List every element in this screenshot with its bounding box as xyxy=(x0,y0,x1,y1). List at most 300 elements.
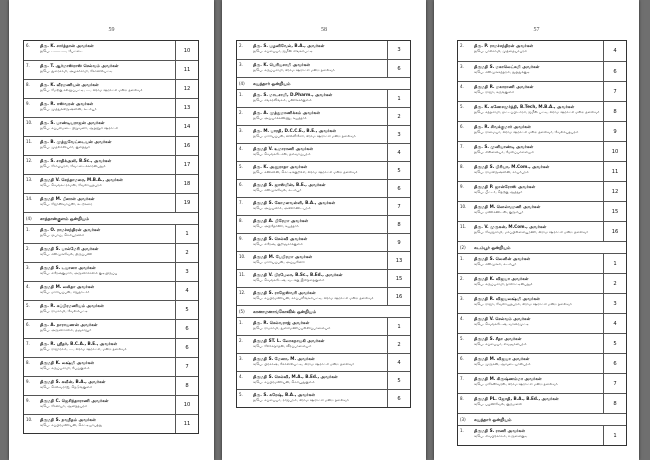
member-name: திரு. B. முத்துவேட்டையன் அவர்கள் xyxy=(40,139,112,144)
table-row xyxy=(24,60,198,79)
member-address: க/பெ. ராஜா, வேலாயுதபுரம், கிராம ஊராட்சி மன்ற தலைவர் xyxy=(474,301,572,306)
member-name: திருமதி S. சுவீன், B.A., அவர்கள் xyxy=(40,379,106,384)
member-name: திரு. A. நாராயணன் அவர்கள் xyxy=(40,322,98,327)
serial-number: 11. xyxy=(239,272,246,277)
ward-number: 6 xyxy=(387,60,410,77)
member-name: திருமதி PL. ஜோதி, B.A., B.Ed., அவர்கள் xyxy=(474,396,559,401)
table-row xyxy=(237,389,410,407)
section-heading xyxy=(24,212,198,224)
serial-number: 13. xyxy=(26,177,33,182)
document-page-58 xyxy=(222,0,426,460)
ward-number: 1 xyxy=(603,254,626,273)
member-details xyxy=(251,198,387,215)
serial-number: 8. xyxy=(460,164,464,169)
ward-number: 7 xyxy=(387,198,410,215)
table-row xyxy=(458,141,626,161)
ward-number: 11 xyxy=(603,162,626,181)
member-name: திருமதி K. லக்ஷ்மி அவர்கள் xyxy=(40,360,95,365)
table-row xyxy=(237,215,410,233)
member-address: க/பெ. மாரியப்பன், சிறுநாடார் xyxy=(40,289,90,294)
member-name: திரு. K. வீரமணியன் அவர்கள் xyxy=(40,82,99,87)
member-address: க/பெ. சண்முகவேல், திருப்பணி xyxy=(40,251,93,256)
member-details xyxy=(472,274,603,293)
member-address: க/பெ. சண்முகம், கடம்பூர் xyxy=(474,261,517,266)
member-name: திருமதி M. பேபிரமா அவர்கள் xyxy=(253,254,313,259)
member-address: க/பெ. அந்தோணி, கயத்தார் xyxy=(253,223,299,228)
member-address: க/பெ. அய்யனார், அகிலாண்டபுரம் xyxy=(253,205,311,210)
member-address: க/பெ. கருப்பசாமி, நாலாட்டின்புதூர் xyxy=(474,281,533,286)
member-details xyxy=(38,156,175,174)
ward-number: 16 xyxy=(175,137,198,155)
serial-number: 6. xyxy=(239,182,243,187)
member-address: த/பெ. முதலாளியார், குளத்தூர் xyxy=(40,144,91,149)
member-address: க/பெ. சேவியர், ஆனந்தபுரம் xyxy=(40,403,88,408)
serial-number: 7. xyxy=(239,200,243,205)
section-heading xyxy=(458,413,626,425)
table-row xyxy=(458,393,626,413)
member-details xyxy=(251,41,387,59)
member-name: திருமதி S. மகாலெட்சுமி அவர்கள் xyxy=(474,64,540,69)
ward-number: 13 xyxy=(175,99,198,117)
ward-number: 6 xyxy=(387,180,410,197)
member-address: க/பெ. பழனிவேல், குருமலை xyxy=(474,401,523,406)
serial-number: 3. xyxy=(239,62,243,67)
member-address: க/பெ. வெங்கடேஷ், வடக்கு இலந்தைகுளம் xyxy=(253,277,325,282)
member-details xyxy=(472,314,603,333)
member-name: திரு. R. செல்வராஜ் அவர்கள் xyxy=(253,320,310,325)
member-details xyxy=(472,102,603,121)
member-address: க/பெ. செல்வராஜ், நெடுங்குளம் xyxy=(40,384,93,389)
ward-number: 13 xyxy=(387,252,410,269)
member-name: திருமதி M. விஜயா அவர்கள் xyxy=(474,356,530,361)
section-title: கயத்தார் ஒன்றியம் xyxy=(474,417,512,423)
ward-number: 4 xyxy=(603,41,626,61)
member-name: திரு. V. முருகன், M.Com., அவர்கள் xyxy=(474,224,547,229)
member-name: திருமதி ST. L. லோகநாயகி அவர்கள் xyxy=(253,338,325,343)
table-row xyxy=(24,224,198,243)
serial-number: 10. xyxy=(239,254,246,259)
member-address: க/பெ. சுரேஷ்குமார், அருணாச்சலம் குடியிருப்பு xyxy=(40,270,118,275)
table-row xyxy=(458,61,626,81)
serial-number: 4. xyxy=(26,284,30,289)
member-name: திருமதி S. பிரியா, M.Com., அவர்கள் xyxy=(474,164,550,169)
member-details xyxy=(472,202,603,221)
member-details xyxy=(251,162,387,179)
serial-number: 4. xyxy=(239,146,243,151)
table-row xyxy=(24,136,198,155)
member-name: திருமதி S. செல்வி, M.A., B.Ed., அவர்கள் xyxy=(253,374,338,379)
member-details xyxy=(251,234,387,251)
member-name: திருமதி K. விஜயா அவர்கள் xyxy=(474,276,529,281)
serial-number: 6. xyxy=(460,356,464,361)
serial-number: 2. xyxy=(239,110,243,115)
member-address: க/பெ. முருகன், ஆவுடையாள்புரம் xyxy=(474,361,531,366)
page-number: 59 xyxy=(108,27,115,33)
member-address: த/பெ. சுப்பையா, ஜமீன் சிங்கம்பட்டி xyxy=(253,48,313,53)
member-address: த/பெ. கருப்பசாமி, கிராம ஊராட்சி மன்ற தலைவர் xyxy=(253,67,335,72)
member-table xyxy=(236,40,411,408)
serial-number: 10. xyxy=(26,417,33,422)
member-address: க/பெ. ராஜா, கருங்குளம் xyxy=(474,89,515,94)
member-name: திரு. S. சாதிக்அலி, B.Sc., அவர்கள் xyxy=(40,158,112,163)
table-row xyxy=(237,269,410,287)
ward-number: 2 xyxy=(387,336,410,353)
serial-number: 4. xyxy=(239,374,243,379)
serial-number: 3. xyxy=(239,128,243,133)
member-details xyxy=(251,90,387,107)
member-address: த/பெ. சோழபுரம், வேட்டைக்காரன்புதூர் xyxy=(40,163,106,168)
member-name: திரு. K. அனுராதா அவர்கள் xyxy=(253,164,308,169)
table-row xyxy=(24,338,198,357)
table-row xyxy=(458,101,626,121)
serial-number: 2. xyxy=(239,43,243,48)
member-address: க/பெ. மாரியப்பன், அய்யனேரி xyxy=(253,259,305,264)
member-details xyxy=(38,194,175,212)
ward-number: 4 xyxy=(175,282,198,300)
ward-number: 12 xyxy=(175,80,198,98)
member-details xyxy=(472,294,603,313)
ward-number: 1 xyxy=(603,426,626,445)
member-details xyxy=(38,137,175,155)
member-name: திருமதி M. ஸெல்வமணி அவர்கள் xyxy=(474,204,541,209)
serial-number: 7. xyxy=(26,63,30,68)
serial-number: 5. xyxy=(239,164,243,169)
member-address: த/பெ. அருணாசலம், தஞ்சாவூர் xyxy=(40,327,92,332)
ward-number: 3 xyxy=(387,41,410,59)
table-row xyxy=(237,161,410,179)
section-number: (2) xyxy=(460,245,466,250)
table-row xyxy=(458,333,626,353)
ward-number: 6 xyxy=(387,390,410,407)
serial-number: 2. xyxy=(460,43,464,48)
member-name: திருமதி C. ஜெசிந்தாராணி அவர்கள் xyxy=(40,398,109,403)
ward-number: 5 xyxy=(175,301,198,319)
member-details xyxy=(251,390,387,407)
member-details xyxy=(38,282,175,300)
ward-number: 11 xyxy=(175,61,198,79)
serial-number: 6. xyxy=(26,322,30,327)
ward-number: 8 xyxy=(603,394,626,413)
member-details xyxy=(38,415,175,433)
member-name: திரு. S. பாண்டியராஜன் அவர்கள் xyxy=(40,120,105,125)
member-name: திரு. R. சுப்பிரமணியம் அவர்கள் xyxy=(40,303,104,308)
serial-number: 5. xyxy=(460,104,464,109)
member-name: திருமதி S. கோமளவள்ளி, B.A., அவர்கள் xyxy=(253,200,336,205)
serial-number: 1. xyxy=(460,256,464,261)
member-address: க/பெ. பிரகாஷ், கோவில்பட்டி, கிராம ஊராட்சி மன்ற தலைவர் xyxy=(253,361,355,366)
table-row xyxy=(24,319,198,338)
table-row xyxy=(24,174,198,193)
member-name: திருமதி S. ராஜேஸ்வரி அவர்கள் xyxy=(253,290,316,295)
member-name: திருமதி V. உமாராணி அவர்கள் xyxy=(253,146,314,151)
document-page-57 xyxy=(434,0,639,460)
table-row xyxy=(237,59,410,77)
member-name: திரு. S. பழனிவேல், B.A., அவர்கள் xyxy=(253,43,325,48)
section-heading xyxy=(237,305,410,317)
member-name: திருமதி P. ஜான்ரோஸ் அவர்கள் xyxy=(474,184,536,189)
ward-number: 2 xyxy=(387,108,410,125)
member-address: க/பெ. பீட்டர், தெற்கு ஆத்தூர் xyxy=(474,189,523,194)
member-address: த/பெ. சின்னையா, மேலப்பாளையம் xyxy=(474,149,535,154)
member-details xyxy=(38,301,175,319)
member-address: க/பெ. சுப்பிரமணியன், செம்பூதுகுளம் xyxy=(253,379,315,384)
table-row xyxy=(458,161,626,181)
member-details xyxy=(251,318,387,335)
member-details xyxy=(38,80,175,98)
table-row xyxy=(24,281,198,300)
member-address: த/பெ. முத்துக்கிருஷ்ணன், கடம்பூர் xyxy=(40,106,97,111)
member-name: திரு. R. ஈஸ்வரன் அவர்கள் xyxy=(40,101,94,106)
ward-number: 18 xyxy=(175,175,198,193)
ward-number: 6 xyxy=(175,339,198,357)
section-title: கடம்பூர் ஒன்றியம் xyxy=(474,245,511,251)
member-details xyxy=(251,288,387,305)
table-row xyxy=(237,317,410,335)
serial-number: 12. xyxy=(239,290,246,295)
ward-number: 2 xyxy=(175,244,198,262)
serial-number: 7. xyxy=(460,376,464,381)
member-name: திருமதி R. மகாராணி அவர்கள் xyxy=(474,84,534,89)
member-name: திரு. K. பெரியசாமி அவர்கள் xyxy=(253,62,311,67)
member-details xyxy=(472,41,603,61)
table-row xyxy=(237,251,410,269)
table-row xyxy=(24,300,198,319)
member-details xyxy=(251,372,387,389)
serial-number: 9. xyxy=(26,398,30,403)
ward-number: 3 xyxy=(387,126,410,143)
member-details xyxy=(472,82,603,101)
serial-number: 8. xyxy=(26,360,30,365)
member-name: திருமதி S. பால்மேரி அவர்கள் xyxy=(40,246,99,251)
member-table xyxy=(457,40,627,446)
serial-number: 8. xyxy=(239,218,243,223)
ward-number: 3 xyxy=(603,294,626,313)
table-row xyxy=(458,373,626,393)
ward-number: 6 xyxy=(603,354,626,373)
member-address: க/பெ. மகேஸ்வரன், கிராம ஊராட்சி மன்ற தலைவர் xyxy=(474,381,558,386)
member-details xyxy=(38,339,175,357)
ward-number: 12 xyxy=(603,182,626,201)
serial-number: 8. xyxy=(460,396,464,401)
section-number: (4) xyxy=(26,216,32,221)
table-row xyxy=(458,121,626,141)
page-number: 58 xyxy=(321,27,327,33)
ward-number: 1 xyxy=(387,318,410,335)
member-address: த/பெ. கப்பலமடை நிறுவனர், ஆதனூர் ஊராட்சி xyxy=(40,125,119,130)
member-details xyxy=(38,244,175,262)
member-details xyxy=(472,162,603,181)
member-details xyxy=(472,122,603,141)
member-name: திரு. R. ஸ்ரீதர், B.C.A., B.E., அவர்கள் xyxy=(40,341,118,346)
table-row xyxy=(458,273,626,293)
member-details xyxy=(251,126,387,143)
serial-number: 2. xyxy=(460,276,464,281)
serial-number: 3. xyxy=(460,64,464,69)
ward-number: 5 xyxy=(603,334,626,353)
ward-number: 2 xyxy=(603,274,626,293)
member-name: திருமதி M. கிருஷ்ணம்மா அவர்கள் xyxy=(474,376,542,381)
ward-number: 14 xyxy=(175,118,198,136)
table-row xyxy=(458,181,626,201)
member-name: திரு. K. கணேசமூர்த்தி, B.Tech, M.B.A., அவர்கள் xyxy=(474,104,575,109)
document-page-59 xyxy=(9,0,214,460)
ward-number: 3 xyxy=(175,263,198,281)
section-number: (5) xyxy=(239,309,245,314)
ward-number: 15 xyxy=(603,202,626,221)
member-name: திரு. K. சார்த்தான் அவர்கள் xyxy=(40,43,94,48)
member-address: த/பெ. துரைசாமி, அழகர்சாமி, கோவில்பட்டி xyxy=(40,68,113,73)
member-details xyxy=(251,270,387,287)
serial-number: 9. xyxy=(239,236,243,241)
member-address: க/பெ. சுப்பிரமணியன், செட்டியாபத்து xyxy=(40,422,103,427)
table-row xyxy=(458,201,626,221)
member-address: த/பெ. சுப்பையா, ராஜபுரம், கிராம ஊராட்சி மன்ற தலைவர் xyxy=(253,397,349,402)
member-name: திருமதி S. லெனின் அவர்கள் xyxy=(474,256,531,261)
member-address: க/பெ. சுப்பையா, சிவஞானபுரம் xyxy=(474,341,527,346)
serial-number: 4. xyxy=(460,84,464,89)
member-details xyxy=(251,354,387,371)
member-address: க/பெ. சண்முகசுந்தரம், தூத்துக்குடி xyxy=(474,69,530,74)
ward-number: 16 xyxy=(603,222,626,241)
member-name: திருமதி V. செந்தாமரை, M.B.A., அவர்கள் xyxy=(40,177,123,182)
serial-number: 2. xyxy=(239,338,243,343)
member-address: த/பெ. ராமசாமி, வேலம்பட்டி xyxy=(40,308,88,313)
serial-number: 6. xyxy=(460,124,464,129)
ward-number: 10 xyxy=(175,396,198,414)
ward-number: 7 xyxy=(603,374,626,393)
member-table xyxy=(23,40,199,434)
table-row xyxy=(458,425,626,445)
ward-number: 10 xyxy=(603,142,626,161)
member-name: திருமதி S. டயானா அவர்கள் xyxy=(40,265,96,270)
member-address: க/பெ. ராமகிருஷ்ணன், சாயர்புரம் xyxy=(474,169,529,174)
serial-number: 7. xyxy=(460,144,464,149)
serial-number: 6. xyxy=(26,43,30,48)
member-details xyxy=(38,118,175,136)
section-title: கானாமனாங்கோவில் ஒன்றியம் xyxy=(253,309,316,315)
table-row xyxy=(237,179,410,197)
member-details xyxy=(38,225,175,243)
member-details xyxy=(38,175,175,193)
page-number: 57 xyxy=(533,27,540,33)
ward-number: 6 xyxy=(603,62,626,81)
member-name: திரு. P. ராமச்சந்திரன் அவர்கள் xyxy=(474,43,534,48)
ward-number: 1 xyxy=(387,90,410,107)
ward-number: 8 xyxy=(603,102,626,121)
table-row xyxy=(24,262,198,281)
member-address: த/பெ. ராமையா, கிராம ஊராட்சி மன்ற தலைவர், வேலாயுதபுரம் xyxy=(474,129,579,134)
ward-number: 7 xyxy=(175,358,198,376)
ward-number: 15 xyxy=(387,270,410,287)
member-details xyxy=(251,108,387,125)
ward-number: 16 xyxy=(387,288,410,305)
member-details xyxy=(38,99,175,117)
table-row xyxy=(237,353,410,371)
member-name: திருமதி V. செல்வம் அவர்கள் xyxy=(474,316,531,321)
table-row xyxy=(24,79,198,98)
serial-number: 14. xyxy=(26,196,33,201)
member-address: க/பெ. கருப்பசாமி, பேய்குளம் xyxy=(40,365,90,370)
member-details xyxy=(251,216,387,233)
member-details xyxy=(38,61,175,79)
ward-number: 1 xyxy=(175,225,198,243)
member-details xyxy=(38,396,175,414)
ward-number: 5 xyxy=(387,162,410,179)
member-address: த/பெ. வேலுசாமி, மாப்பிள்ளையூரணி, கிராம ஊராட்சி மன்ற தலைவர் xyxy=(474,229,589,234)
table-row xyxy=(24,357,198,376)
member-name: திரு. T. ஆர்மாஸ்ராஸ் செல்வம் அவர்கள் xyxy=(40,63,119,68)
serial-number: 3. xyxy=(460,296,464,301)
serial-number: 1. xyxy=(460,428,464,433)
ward-number: 11 xyxy=(175,415,198,433)
table-row xyxy=(458,293,626,313)
serial-number: 10. xyxy=(26,120,33,125)
table-row xyxy=(237,41,410,59)
member-name: திருமதி A. பிரேமா அவர்கள் xyxy=(253,218,309,223)
member-details xyxy=(251,252,387,269)
serial-number: 9. xyxy=(460,184,464,189)
serial-number: 8. xyxy=(26,82,30,87)
serial-number: 12. xyxy=(26,158,33,163)
table-row xyxy=(24,41,198,60)
member-details xyxy=(472,394,603,413)
serial-number: 9. xyxy=(26,379,30,384)
member-details xyxy=(38,320,175,338)
member-address: க/பெ. வெங்கடேசன், தளவாய்புரம் xyxy=(253,151,311,156)
member-address: க/பெ. ஜோஸ்வாய்ஸ், கடற்கரை xyxy=(40,201,93,206)
member-details xyxy=(472,254,603,273)
ward-number: 5 xyxy=(387,372,410,389)
table-row xyxy=(24,117,198,136)
ward-number: 9 xyxy=(387,234,410,251)
serial-number: 5. xyxy=(26,303,30,308)
table-row xyxy=(458,221,626,241)
ward-number: 4 xyxy=(387,144,410,161)
member-details xyxy=(251,144,387,161)
member-name: திருமதி S. செல்வி அவர்கள் xyxy=(253,236,308,241)
member-details xyxy=(472,222,603,241)
member-details xyxy=(472,62,603,81)
table-row xyxy=(24,243,198,262)
table-row xyxy=(458,253,626,273)
ward-number: 7 xyxy=(603,82,626,101)
member-details xyxy=(38,377,175,395)
ward-number: 17 xyxy=(175,156,198,174)
table-row xyxy=(24,414,198,433)
table-row xyxy=(237,143,410,161)
member-name: திருமதி M. பீனாள் அவர்கள் xyxy=(40,196,95,201)
table-row xyxy=(237,89,410,107)
member-details xyxy=(472,426,603,445)
member-name: திரு. S. மாடசாமி, D.Pharm., அவர்கள் xyxy=(253,92,333,97)
member-name: திரு. A. முத்துமாணிக்கம் அவர்கள் xyxy=(253,110,321,115)
ward-number: 6 xyxy=(175,320,198,338)
member-name: திருமதி S. சீதா அவர்கள் xyxy=(474,336,522,341)
member-name: திருமதி S. நவநீதம் அவர்கள் xyxy=(40,417,96,422)
member-address: த/பெ. அய்யாக்கண்ணு, கயத்தார் xyxy=(253,115,307,120)
table-row xyxy=(24,193,198,212)
table-row xyxy=(237,335,410,353)
member-name: திருமதி S. ஜாஸ்மின், B.E., அவர்கள் xyxy=(253,182,326,187)
table-row xyxy=(237,125,410,143)
table-row xyxy=(458,353,626,373)
member-address: க/பெ. வெங்கடேஷ், வானரமுட்டி xyxy=(474,321,530,326)
section-number: (4) xyxy=(239,81,245,86)
table-row xyxy=(458,41,626,61)
member-address: க/பெ. மணிகண்டன், குரும்பூர் xyxy=(474,209,524,214)
member-details xyxy=(472,334,603,353)
section-heading xyxy=(237,77,410,89)
